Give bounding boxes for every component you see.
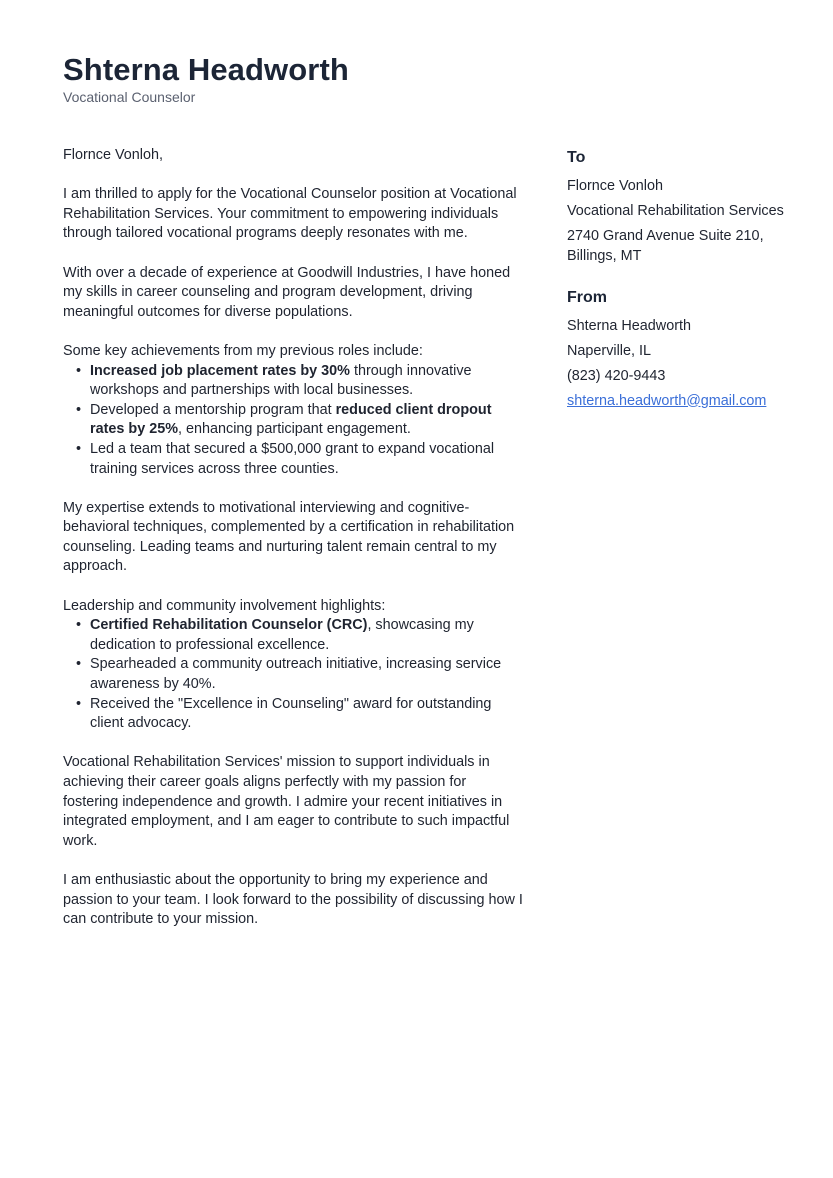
paragraph-experience: With over a decade of experience at Goodwill Industries, I have honed my skills in career counseling and program development, driving meaningful outcomes for diverse populations.: [63, 264, 511, 320]
sender-email-link[interactable]: shterna.headworth@gmail.com: [567, 392, 767, 409]
achievement-text: through innovative workshops and partnerships with local businesses.: [90, 362, 472, 399]
list-item: • Spearheaded a community outreach initiative, increasing service awareness by 40%.: [63, 655, 525, 694]
from-heading: From: [567, 288, 607, 306]
paragraph-intro: I am thrilled to apply for the Vocational Counselor position at Vocational Rehabilitation Services. Your commitment to empowering individuals through tailored vocational programs deeply resonates with me.: [63, 186, 517, 242]
list-item: • Led a team that secured a $500,000 grant to expand vocational training services across three counties.: [63, 440, 525, 479]
recipient-name: Flornce Vonloh: [567, 178, 663, 194]
letter-header: [63, 52, 349, 106]
contact-sidebar: [567, 148, 807, 416]
paragraph-expertise: My expertise extends to motivational interviewing and cognitive-behavioral techniques, complemented by a certification in rehabilitation counseling. Leading teams and nurturing talent remain central to my approach.: [63, 499, 515, 575]
achievement-highlight: reduced client dropout rates by 25%: [90, 401, 492, 438]
letter-body: [63, 146, 525, 949]
leadership-highlight: Certified Rehabilitation Counselor (CRC): [90, 617, 368, 634]
achievement-highlight: Increased job placement rates by 30%: [90, 362, 350, 379]
achievement-text: Developed a mentorship program that: [90, 401, 336, 418]
achievements-intro: Some key achievements from my previous roles include:: [63, 342, 423, 359]
sender-location: Naperville, IL: [567, 342, 651, 359]
list-item: [63, 362, 525, 401]
achievement-text: , enhancing participant engagement.: [178, 421, 411, 438]
leadership-list: [63, 616, 525, 734]
recipient-address: 2740 Grand Avenue Suite 210, Billings, MT: [567, 227, 764, 264]
recipient-company: Vocational Rehabilitation Services: [567, 202, 784, 219]
list-item: • Received the "Excellence in Counseling" award for outstanding client advocacy.: [63, 695, 525, 734]
salutation: Flornce Vonloh,: [63, 147, 163, 163]
paragraph-closing: I am enthusiastic about the opportunity to bring my experience and passion to your team. I look forward to the possibility of discussing how I can contribute to your mission.: [63, 871, 523, 928]
sender-name-title: Shterna Headworth: [63, 52, 349, 87]
paragraph-mission: Vocational Rehabilitation Services' mission to support individuals in achieving their career goals aligns perfectly with my passion for fostering independence and growth. I admire your recent initiatives in integrated employment, and I am eager to contribute to such impactful work.: [63, 754, 510, 849]
leadership-intro: Leadership and community involvement highlights:: [63, 597, 386, 614]
list-item: [63, 401, 525, 440]
to-heading: To: [567, 149, 586, 166]
leadership-text: , showcasing my dedication to professional excellence.: [90, 617, 474, 653]
sender-phone: (823) 420-9443: [567, 367, 666, 384]
sender-job-title: Vocational Counselor: [63, 89, 196, 105]
sender-name: Shterna Headworth: [567, 317, 691, 334]
achievements-list: [63, 362, 525, 480]
list-item: [63, 616, 525, 655]
